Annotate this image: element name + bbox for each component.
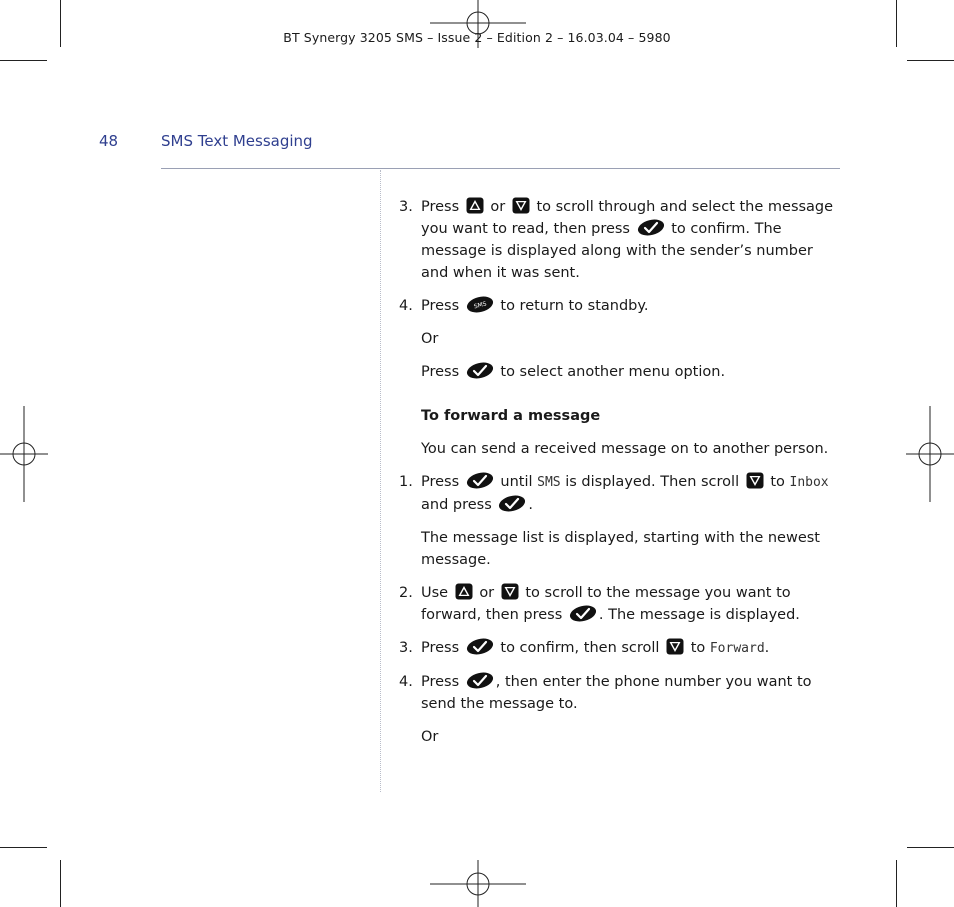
step-text: Press	[421, 298, 460, 314]
step-text: Press	[421, 364, 460, 380]
step-text: to return to standby.	[500, 298, 649, 314]
alternative-step	[399, 361, 844, 383]
display-text: SMS	[537, 475, 561, 490]
display-text: Inbox	[789, 475, 829, 490]
forward-step-3	[399, 637, 844, 660]
step-text: Press	[421, 674, 460, 690]
step-number: 3.	[399, 199, 413, 215]
step-4-standby	[399, 295, 844, 317]
registration-mark-bottom	[430, 860, 526, 907]
step-text: Use	[421, 585, 449, 601]
or-text: Or	[421, 331, 439, 347]
step-text: or	[479, 585, 495, 601]
registration-mark-right	[906, 406, 954, 502]
step-text: to scroll to the message you want to forward, then press	[421, 585, 791, 623]
step-text: , then enter the phone number you want to send the message to.	[421, 674, 812, 712]
display-text: Forward	[709, 641, 765, 656]
step-text: to select another menu option.	[500, 364, 726, 380]
step-text: to	[690, 640, 706, 656]
step-text: or	[490, 199, 506, 215]
ok-tick-key-icon	[466, 638, 494, 655]
ok-tick-key-icon	[569, 605, 597, 622]
down-arrow-key-icon	[501, 583, 519, 600]
step-text: . The message is displayed.	[598, 607, 800, 623]
ok-tick-key-icon	[466, 672, 494, 689]
up-arrow-key-icon	[455, 583, 473, 600]
step-number: 2.	[399, 585, 413, 601]
step-text: Press	[421, 199, 460, 215]
page-number: 48	[99, 132, 119, 150]
or-text: Or	[421, 729, 439, 745]
step-number: 4.	[399, 298, 413, 314]
step-text: until	[500, 474, 533, 490]
sms-key-icon	[466, 296, 494, 313]
crop-mark	[0, 60, 47, 61]
step-number: 1.	[399, 474, 413, 490]
ok-tick-key-icon	[498, 495, 526, 512]
forward-step-4	[399, 671, 844, 715]
up-arrow-key-icon	[466, 197, 484, 214]
step-number: 4.	[399, 674, 413, 690]
forward-step-1	[399, 471, 844, 516]
svg-text:SMS: SMS	[472, 300, 488, 311]
step-text: .	[528, 497, 533, 513]
ok-tick-key-icon	[466, 472, 494, 489]
registration-mark-left	[0, 406, 48, 502]
instructions	[399, 196, 844, 759]
crop-mark	[0, 847, 47, 848]
step-text: and press	[421, 497, 492, 513]
down-arrow-key-icon	[666, 638, 684, 655]
step-text: .	[764, 640, 770, 656]
step-text: to confirm. The message is displayed along with the sender’s number and when it was sent.	[421, 221, 813, 281]
crop-mark	[907, 847, 954, 848]
intro-text: You can send a received message on to another person.	[421, 441, 829, 457]
step-text: to confirm, then scroll	[500, 640, 660, 656]
step-text: is displayed. Then scroll	[565, 474, 740, 490]
crop-mark	[907, 60, 954, 61]
down-arrow-key-icon	[746, 472, 764, 489]
crop-mark	[896, 860, 897, 907]
step-text: Press	[421, 474, 460, 490]
running-header: BT Synergy 3205 SMS – Issue 2 – Edition 2 – 16.03.04 – 5980	[283, 30, 671, 45]
step-number: 3.	[399, 640, 413, 656]
step-3-read	[399, 196, 844, 284]
subsection-heading: To forward a message	[421, 408, 601, 424]
ok-tick-key-icon	[466, 362, 494, 379]
step-text: to	[770, 474, 785, 490]
step-text: Press	[421, 640, 460, 656]
header-rule	[161, 168, 840, 169]
note-text: The message list is displayed, starting with the newest message.	[421, 530, 820, 568]
crop-mark	[60, 860, 61, 907]
column-divider	[380, 170, 381, 792]
down-arrow-key-icon	[512, 197, 530, 214]
ok-tick-key-icon	[637, 219, 665, 236]
step-text: to scroll through and select the message you want to read, then press	[421, 199, 834, 237]
section-title: SMS Text Messaging	[161, 132, 313, 150]
forward-step-2	[399, 582, 844, 626]
